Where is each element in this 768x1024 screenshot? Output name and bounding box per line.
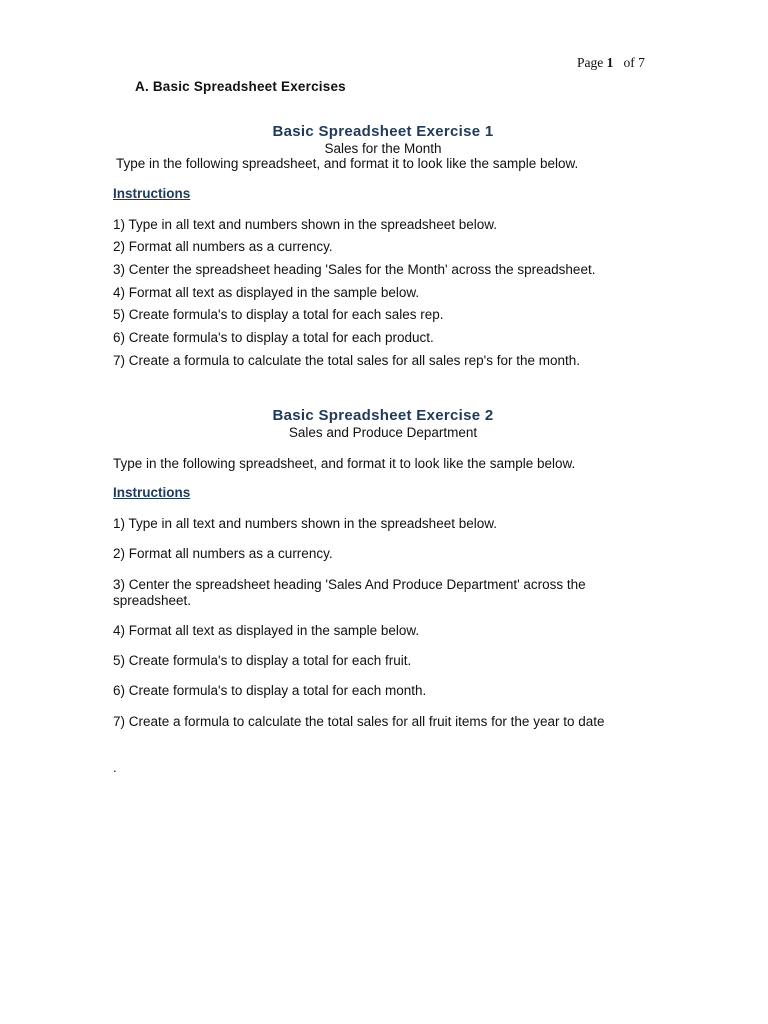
page-current: 1 xyxy=(606,55,614,70)
trailing-dot: . xyxy=(113,760,117,775)
exercise-2-step: 2) Format all numbers as a currency. xyxy=(113,546,333,561)
exercise-2-instructions-label: Instructions xyxy=(113,485,191,500)
exercise-2-step: 5) Create formula's to display a total for each fruit. xyxy=(113,653,412,668)
exercise-1-step: 5) Create formula's to display a total for each sales rep. xyxy=(113,307,444,322)
exercise-2-step: 4) Format all text as displayed in the sample below. xyxy=(113,623,420,638)
exercise-1-step: 1) Type in all text and numbers shown in the spreadsheet below. xyxy=(113,217,497,232)
exercise-1-step: 3) Center the spreadsheet heading 'Sales for the Month' across the spreadsheet. xyxy=(113,262,596,277)
page-total: 7 xyxy=(638,55,645,70)
exercise-1-step: 6) Create formula's to display a total for each product. xyxy=(113,330,434,345)
page-of: of xyxy=(623,55,635,70)
exercise-2-step: 3) Center the spreadsheet heading 'Sales And Produce Department' across the spreadsheet. xyxy=(113,577,586,608)
exercise-1-step: 2) Format all numbers as a currency. xyxy=(113,239,333,254)
exercise-2-title: Basic Spreadsheet Exercise 2 xyxy=(272,407,494,424)
exercise-1-title: Basic Spreadsheet Exercise 1 xyxy=(272,123,494,140)
page-number xyxy=(577,55,645,71)
exercise-1-instructions-label: Instructions xyxy=(113,186,191,201)
page-label: Page xyxy=(577,55,604,70)
exercise-2-subtitle: Sales and Produce Department xyxy=(288,425,478,440)
exercise-2-step: 7) Create a formula to calculate the total sales for all fruit items for the year to date xyxy=(113,714,605,729)
exercise-1-intro: Type in the following spreadsheet, and format it to look like the sample below. xyxy=(116,156,579,171)
exercise-2-step: 1) Type in all text and numbers shown in the spreadsheet below. xyxy=(113,516,497,531)
exercise-2-intro: Type in the following spreadsheet, and format it to look like the sample below. xyxy=(113,456,576,471)
exercise-2-step: 6) Create formula's to display a total for each month. xyxy=(113,683,427,698)
exercise-1-step: 7) Create a formula to calculate the total sales for all sales rep's for the month. xyxy=(113,353,581,368)
exercise-1-step: 4) Format all text as displayed in the sample below. xyxy=(113,285,420,300)
exercise-1-subtitle: Sales for the Month xyxy=(324,141,442,156)
section-heading: A. Basic Spreadsheet Exercises xyxy=(135,79,346,94)
